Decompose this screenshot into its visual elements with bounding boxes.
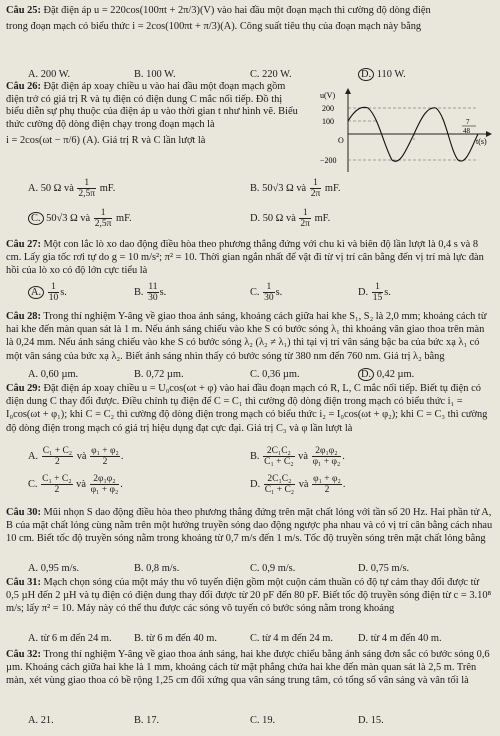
- option-c[interactable]: C. từ 4 m đến 24 m.: [250, 633, 333, 644]
- question-number: Câu 25:: [6, 5, 41, 16]
- question-number: Câu 30:: [6, 507, 41, 518]
- question-text: Đặt điện áp xoay chiều u = U₀cos(ωt + φ) vào hai đầu đoạn mạch có R, L, C mắc nối tiếp. Biết tụ điện có điện dung C thay đổi được. Điều chỉnh tụ điện để C = C₁ thì cường độ dòng điện trong mạch có biểu thức i₁ = I₀cos(ωt + φ₁); khi C = C₂ thì cường độ dòng điện trong mạch có biểu thức i₂ = I₀cos(ωt + φ₂); khi C = C₃ thì cường độ dòng điện trong mạch có giá trị hiệu dụng đạt cực đại. Giá trị C₃ và φ lần lượt là: [6, 383, 488, 434]
- option-d-text: 0,42 µm.: [376, 369, 415, 380]
- y-axis-arrow: [345, 88, 351, 94]
- selected-mark: D.: [358, 368, 374, 381]
- option-d[interactable]: D. $\frac{1}{15}$ s.: [358, 282, 391, 303]
- option-d[interactable]: D. $\frac{\text{2C₁C₂}}{\text{C₁ + C₂}}$ và $\frac{\text{φ₁ + φ₂}}{2}$ .: [250, 474, 346, 495]
- option-c[interactable]: C. 50√3 Ω và $\frac{1}{2,5\pi}$ mF.: [28, 208, 132, 229]
- question-30: [6, 506, 494, 546]
- option-a[interactable]: A. 0,60 µm.: [28, 369, 79, 380]
- option-d[interactable]: D. 50 Ω và $\frac{1}{2\pi}$ mF.: [250, 208, 331, 229]
- period-label-denominator: 48: [463, 127, 470, 135]
- option-b[interactable]: B. 0,8 m/s.: [134, 563, 180, 574]
- current-expression: i = 2cos(ωt − π/6) (A). Giá trị R và C lần lượt là: [6, 135, 206, 146]
- question-28: [6, 310, 494, 363]
- option-d[interactable]: D. 15.: [358, 715, 384, 726]
- option-b[interactable]: B. từ 6 m đến 40 m.: [134, 633, 217, 644]
- question-number: Câu 26:: [6, 81, 41, 92]
- option-c[interactable]: C. $\frac{1}{30}$ s.: [250, 282, 283, 303]
- option-c[interactable]: C. 0,36 µm.: [250, 369, 300, 380]
- question-25: [6, 4, 494, 17]
- option-d[interactable]: D. từ 4 m đến 40 m.: [358, 633, 442, 644]
- x-axis-label: t(s): [476, 137, 487, 146]
- question-text: Đặt điện áp u = 220cos(100πt + 2π/3)(V) vào hai đầu một đoạn mạch thì cường độ dòng điện: [43, 5, 431, 16]
- y-axis-label: u(V): [320, 91, 336, 100]
- question-number: Câu 29:: [6, 383, 41, 394]
- option-d[interactable]: [358, 368, 414, 381]
- question-text: Trong thí nghiệm Y-âng về giao thoa ánh sáng, hai khe được chiếu bằng ánh sáng đơn sắc có bước sóng 0,6 µm. Khoảng cách giữa hai khe là 1 mm, khoảng cách từ mặt phẳng chứa hai khe đến màn quan sát là 2,5 m. Trên màn, xét vùng giao thoa có bề rộng 1,25 cm đối xứng qua vân sáng trung tâm, có tổng số vân sáng và vân tối là: [6, 649, 490, 687]
- option-a[interactable]: A. 200 W.: [28, 69, 71, 80]
- option-a[interactable]: A. từ 6 m đến 24 m.: [28, 633, 112, 644]
- option-b[interactable]: B. 17.: [134, 715, 160, 726]
- x-axis-arrow: [486, 131, 492, 137]
- option-c[interactable]: C. 0,9 m/s.: [250, 563, 296, 574]
- question-26: [6, 81, 300, 131]
- option-a[interactable]: A. 50 Ω và $\frac{1}{2,5\pi}$ mF.: [28, 178, 116, 199]
- selected-mark: A.: [28, 286, 44, 299]
- question-32: [6, 648, 494, 688]
- origin-label: O: [338, 136, 344, 145]
- option-d[interactable]: D. 0,75 m/s.: [358, 563, 410, 574]
- period-label-numerator: 7: [466, 118, 470, 126]
- option-b[interactable]: B. 0,72 µm.: [134, 369, 184, 380]
- question-number: Câu 32:: [6, 649, 41, 660]
- option-b[interactable]: B. 100 W.: [134, 69, 176, 80]
- question-text: Một con lắc lò xo dao động điều hòa theo phương thẳng đứng với chu kì và biên độ lần lượt là 0,4 s và 8 cm. Lấy gia tốc rơi tự do g = 10 m/s²; π² = 10. Thời gian ngắn nhất để vật đi từ vị trí cân bằng đến vị trí mà lực đàn hồi của lò xo có độ lớn cực tiểu là: [6, 239, 484, 277]
- option-a[interactable]: A. $\frac{\text{C₁ + C₂}}{2}$ và $\frac{\text{φ₁ + φ₂}}{2}$ .: [28, 446, 124, 467]
- question-text: trong đoạn mạch có biểu thức i = 2cos(100πt + π/3)(A). Công suất tiêu thụ của đoạn mạch này bằng: [6, 21, 422, 32]
- option-c[interactable]: C. 220 W.: [250, 69, 292, 80]
- question-29: [6, 382, 494, 435]
- option-d-text: 110 W.: [376, 69, 406, 80]
- y-tick-minus-200: −200: [320, 156, 337, 165]
- selected-mark: C.: [28, 212, 44, 225]
- question-26-current: [6, 134, 300, 147]
- question-number: Câu 27:: [6, 239, 41, 250]
- question-31: [6, 576, 494, 616]
- question-text: Mạch chọn sóng của một máy thu vô tuyến điện gồm một cuộn cảm thuần có độ tự cảm thay đổi được từ 0,5 µH đến 2 µH và tụ điện có điện dung thay đổi được từ 20 pF đến 80 pF. Biết tốc độ truyền sóng điện từ c = 3.10⁸ m/s; lấy π² = 10. Máy này có thể thu được các sóng vô tuyến có bước sóng nằm trong khoảng: [6, 577, 492, 615]
- selected-mark: D.: [358, 68, 374, 81]
- question-text: Mũi nhọn S dao động điều hòa theo phương thẳng đứng trên mặt chất lỏng với tần số 20 Hz. Hai phần tử A, B của mặt chất lỏng cùng nằm trên một hướng truyền sóng dao động ngược pha nhau và có vị trí cân bằng cách nhau 10 cm. Biết tốc độ truyền sóng nằm trong khoảng từ 0,7 m/s đến 1 m/s. Tốc độ truyền sóng trên mặt chất lỏng bằng: [6, 507, 493, 545]
- option-a[interactable]: A. 21.: [28, 715, 54, 726]
- option-a[interactable]: A. 0,95 m/s.: [28, 563, 80, 574]
- y-tick-100: 100: [322, 117, 334, 126]
- question-text: Trong thí nghiệm Y-âng về giao thoa ánh sáng, khoảng cách giữa hai khe S₁, S₂ là 2,0 mm; khoảng cách từ hai khe đến màn quan sát là 1 m. Nếu ánh sáng chiếu vào khe S có bước sóng λ₁ thì khoảng vân giao thoa trên màn là 0,24 mm. Nếu ánh sáng chiếu vào khe S có bước sóng λ₂ (λ₂ ≠ λ₁) thì tại vị trí vân sáng bậc ba của bức xạ λ₁ có một vân sáng của bức xạ λ₂. Biết ánh sáng nhìn thấy có bước sóng từ 380 nm đến 760 nm. Giá trị λ₂ bằng: [6, 311, 487, 362]
- y-tick-200: 200: [322, 104, 334, 113]
- option-b[interactable]: B. $\frac{\text{2C₁C₂}}{\text{C₁ + C₂}}$ và $\frac{\text{2φ₁φ₂}}{\text{φ₁ + φ₂}}$ .: [250, 446, 345, 467]
- question-number: Câu 31:: [6, 577, 41, 588]
- question-27: [6, 238, 494, 278]
- voltage-time-graph: [318, 86, 494, 178]
- option-a[interactable]: A. $\frac{1}{10}$ s.: [28, 282, 67, 303]
- question-25-line2: [6, 20, 494, 33]
- option-d[interactable]: [358, 68, 406, 81]
- question-text: Đặt điện áp xoay chiều u vào hai đầu một đoạn mạch gồm điện trở có giá trị R và tụ điện có điện dung C mắc nối tiếp. Đồ thị biểu diễn sự phụ thuộc của điện áp u vào thời gian t như hình vẽ. Biểu thức cường độ dòng điện chạy trong đoạn mạch là: [6, 81, 298, 130]
- option-c[interactable]: C. $\frac{\text{C₁ + C₂}}{2}$ và $\frac{\text{2φ₁φ₂}}{\text{φ₁ + φ₂}}$ .: [28, 474, 123, 495]
- option-b[interactable]: B. 50√3 Ω và $\frac{1}{2\pi}$ mF.: [250, 178, 341, 199]
- option-b[interactable]: B. $\frac{11}{30}$ s.: [134, 282, 167, 303]
- question-number: Câu 28:: [6, 311, 41, 322]
- option-c[interactable]: C. 19.: [250, 715, 276, 726]
